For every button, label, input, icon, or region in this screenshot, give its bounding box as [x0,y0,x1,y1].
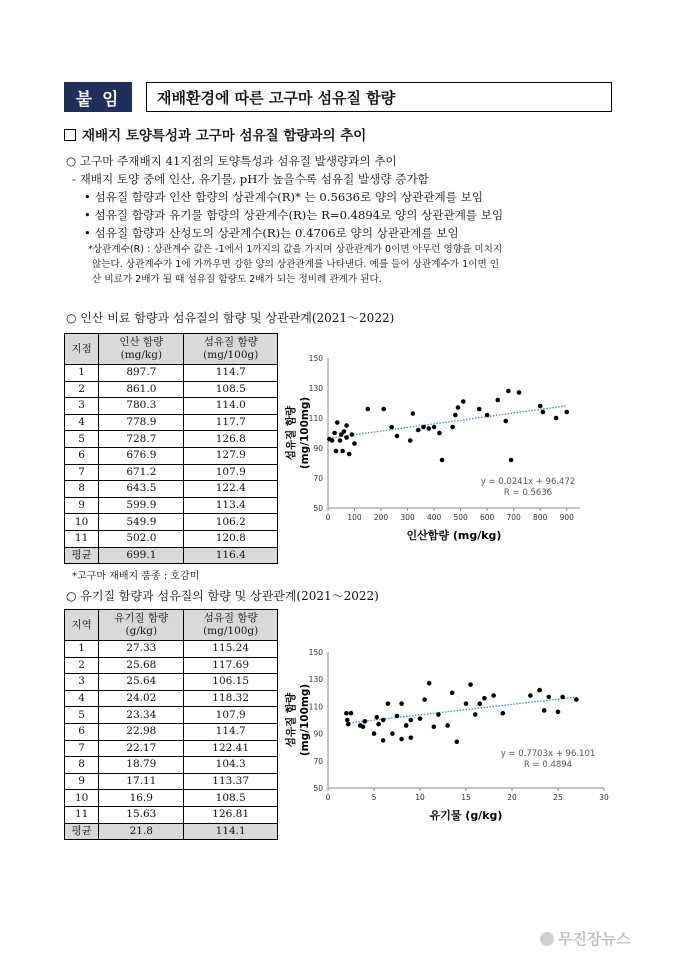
bullet-icon: • [84,208,95,222]
data-point [374,715,379,720]
table-cell: 9 [65,497,99,514]
data-point [332,431,337,436]
table-cell: 15.63 [99,806,184,823]
x-tick-label: 10 [415,793,425,802]
trend-line [346,697,576,723]
table-cell: 18.79 [99,757,184,774]
data-point [509,458,514,463]
table-cell: 122.4 [184,481,278,498]
intro-line-2: - 재배지 토양 중에 인산, 유기물, pH가 높을수록 섬유질 발생량 증가함 [72,172,429,186]
data-point [389,425,394,430]
table-cell: 107.9 [184,707,278,724]
table-cell: 107.9 [184,464,278,481]
data-point [517,390,522,395]
table-cell: 평균 [65,823,99,840]
table-cell: 116.4 [184,547,278,564]
table-cell: 21.8 [99,823,184,840]
table-row [65,431,278,448]
table-cell: 643.5 [99,481,184,498]
table-cell: 861.0 [99,381,184,398]
y-tick-label: 90 [313,729,323,739]
table-cell: 1 [65,641,99,658]
data-point [564,410,569,415]
table-cell: 127.9 [184,447,278,464]
data-point [349,711,354,716]
table-row [65,707,278,724]
data-point [408,438,413,443]
data-point [503,419,508,424]
table-cell: 108.5 [184,790,278,807]
data-point [506,389,511,394]
table-cell: 676.9 [99,447,184,464]
x-axis-label: 유기물 (g/kg) [429,809,503,822]
data-point [411,411,416,416]
phosphate-scatter-chart [282,346,592,556]
table-row [65,381,278,398]
x-tick-label: 20 [507,793,517,802]
data-point [338,438,343,443]
data-point [440,458,445,463]
table-cell: 114.7 [184,723,278,740]
table-cell: 549.9 [99,514,184,531]
table-cell: 780.3 [99,398,184,415]
correlation-label: R = 0.4894 [523,760,573,770]
data-point [344,711,349,716]
data-point [427,681,432,686]
data-point [335,420,340,425]
table-cell: 502.0 [99,530,184,547]
data-point [347,452,352,457]
data-point [390,731,395,736]
data-point [461,399,466,404]
table-cell: 126.81 [184,806,278,823]
data-point [432,725,437,730]
y-tick-label: 50 [313,504,323,513]
table-cell: 114.7 [184,365,278,382]
phosphate-table [64,333,278,564]
data-point [381,407,386,412]
table-cell: 27.33 [99,641,184,658]
data-point [538,404,543,409]
table-row [65,740,278,757]
data-point [453,413,458,418]
x-tick-label: 30 [599,793,609,802]
y-tick-label: 130 [308,675,323,685]
y-tick-label: 150 [308,648,323,657]
table-cell: 115.24 [184,641,278,658]
bullet-1 [84,189,483,205]
table-row [65,497,278,514]
table-cell: 6 [65,447,99,464]
data-point [344,423,349,428]
x-tick-label: 900 [559,513,574,522]
table-cell: 16.9 [99,790,184,807]
table-cell: 120.8 [184,530,278,547]
average-row [65,547,278,564]
section-title [64,124,366,144]
data-point [422,697,427,702]
table-header: 지역 [65,610,99,641]
note-line-3: 산 비료가 2배가 될 때 섬유질 함량도 2배가 되는 정비례 관계가 된다. [92,274,382,285]
watermark [540,928,630,949]
data-point [395,714,400,719]
trendline-equation: y = 0.7703x + 96.101 [500,749,596,759]
bullet-2 [84,207,503,223]
intro-line-1: ○ 고구마 주재배지 41지점의 토양특성과 섬유질 발생량과의 추이 [66,154,397,168]
watermark-logo-icon [540,932,554,946]
note-line-1: *상관계수(R) : 상관계수 값은 -1에서 1까지의 값을 가지며 상관관계가 0이면 아무런 영향을 미치지 [88,244,503,255]
data-point [361,725,366,730]
data-point [542,708,547,713]
x-tick-label: 0 [325,793,331,802]
data-point [345,718,350,723]
table-cell: 8 [65,481,99,498]
table-row [65,530,278,547]
table-row [65,398,278,415]
organic-matter-scatter-chart [282,640,612,830]
data-point [541,410,546,415]
data-point [482,696,487,701]
data-point [473,712,478,717]
bullet-1-text: 섬유질 함량과 인산 함량의 상관계수(R)* 는 0.5636로 양의 상관관계를 보임 [94,190,484,204]
section-title-text: 재배지 토양특성과 고구마 섬유질 함량과의 추이 [82,128,367,144]
y-tick-label: 70 [313,756,323,766]
data-point [409,718,414,723]
data-point [468,682,473,687]
data-point [416,428,421,433]
data-point [491,693,496,698]
x-tick-label: 25 [553,793,563,802]
data-point [495,398,500,403]
table-cell: 728.7 [99,431,184,448]
table-cell: 106.15 [184,674,278,691]
table-cell: 25.64 [99,674,184,691]
table-cell: 17.11 [99,773,184,790]
data-point [554,416,559,421]
data-point [363,719,368,724]
table-cell: 5 [65,431,99,448]
table-row [65,723,278,740]
y-axis-label: 섬유질 함량 [285,405,297,461]
table-cell: 25.68 [99,657,184,674]
appendix-badge: 붙 임 [64,82,132,112]
y-axis-label: (mg/100mg) [299,683,311,757]
table-cell: 평균 [65,547,99,564]
bullet-2-text: 섬유질 함량과 유기물 함량의 상관계수(R)는 R=0.4894로 양의 상관관계를 보임 [94,208,504,222]
data-point [477,407,482,412]
table-cell: 2 [65,381,99,398]
data-point [450,691,455,696]
table-header: 지점 [65,334,99,365]
data-point [432,425,437,430]
data-point [456,405,461,410]
trendline-equation: y = 0.0241x + 96.472 [480,477,576,487]
table-header: 유기질 함량 (g/kg) [99,610,184,641]
table-cell: 5 [65,707,99,724]
bullet-icon: • [84,190,95,204]
table-row [65,641,278,658]
data-point [342,429,347,434]
table-row [65,773,278,790]
x-tick-label: 5 [371,793,377,802]
data-point [330,438,335,443]
y-tick-label: 110 [308,414,323,423]
trend-line [329,406,566,438]
table-header: 섬유질 함량 (mg/100g) [184,334,278,365]
table-cell: 4 [65,414,99,431]
data-point [381,718,386,723]
table-row [65,790,278,807]
y-tick-label: 50 [313,784,323,793]
data-point [399,737,404,742]
y-tick-label: 110 [308,702,323,712]
table-cell: 778.9 [99,414,184,431]
x-tick-label: 400 [426,513,442,522]
x-tick-label: 600 [479,513,495,522]
table-row [65,414,278,431]
x-tick-label: 800 [533,513,548,522]
table-cell: 3 [65,398,99,415]
table-header: 인산 함량 (mg/kg) [99,334,184,365]
table-cell: 117.7 [184,414,278,431]
watermark-text: 무진장뉴스 [558,930,631,948]
data-point [376,722,381,727]
block2-title: ○ 유기질 함량과 섬유질의 함량 및 상관관계(2021～2022) [66,589,379,603]
table-cell: 118.32 [184,690,278,707]
table-cell: 897.7 [99,365,184,382]
table-row [65,690,278,707]
data-point [445,723,450,728]
data-point [381,738,386,743]
data-point [350,432,355,437]
data-point [547,695,552,700]
x-tick-label: 700 [506,513,521,522]
table-row [65,806,278,823]
x-tick-label: 500 [453,513,468,522]
data-point [574,697,579,702]
y-tick-label: 150 [308,354,323,363]
data-point [346,722,351,727]
page-title: 재배환경에 따른 고구마 섬유질 함량 [146,82,612,112]
data-point [372,731,377,736]
data-point [427,426,432,431]
table-cell: 113.4 [184,497,278,514]
data-point [501,711,506,716]
data-point [537,688,542,693]
table-cell: 8 [65,757,99,774]
data-point [365,407,370,412]
data-point [437,431,442,436]
data-point [421,425,426,430]
table-header: 섬유질 함량 (mg/100g) [184,610,278,641]
table-cell: 10 [65,790,99,807]
table-cell: 2 [65,657,99,674]
data-point [560,695,565,700]
data-point [409,735,414,740]
data-point [418,716,423,721]
bullet-3-text: 섬유질 함량과 산성도의 상관계수(R)는 0.4706로 양의 상관관계를 보임 [94,226,459,240]
block1-title: ○ 인산 비료 함량과 섬유질의 함량 및 상관관계(2021～2022) [66,311,395,325]
table-cell: 24.02 [99,690,184,707]
table-cell: 104.3 [184,757,278,774]
y-axis-label: (mg/100mg) [299,396,311,470]
table-cell: 699.1 [99,547,184,564]
table-row [65,365,278,382]
table-cell: 106.2 [184,514,278,531]
data-point [556,710,561,715]
data-point [478,701,483,706]
average-row [65,823,278,840]
data-point [395,434,400,439]
organic-matter-table [64,609,278,840]
table-row [65,464,278,481]
data-point [485,413,490,418]
table-row [65,757,278,774]
data-point [352,441,357,446]
data-point [334,449,339,454]
table-cell: 122.41 [184,740,278,757]
table-row [65,674,278,691]
variety-footnote: *고구마 재배지 품종 : 호감미 [72,571,200,582]
bullet-3 [84,225,459,241]
table-cell: 599.9 [99,497,184,514]
table-cell: 7 [65,464,99,481]
table-row [65,447,278,464]
table-cell: 6 [65,723,99,740]
y-tick-label: 130 [308,384,323,393]
x-tick-label: 300 [400,513,415,522]
data-point [436,712,441,717]
table-cell: 23.34 [99,707,184,724]
table-cell: 126.8 [184,431,278,448]
data-point [340,449,345,454]
data-point [404,723,409,728]
bullet-icon: • [84,226,95,240]
note-line-2: 않는다. 상관계수가 1에 가까우면 강한 양의 상관관계를 나타낸다. 예를 들어 상관계수가 1이면 인 [92,259,500,270]
data-point [344,435,349,440]
y-axis-label: 섬유질 함량 [285,692,297,748]
table-cell: 113.37 [184,773,278,790]
table-cell: 3 [65,674,99,691]
x-tick-label: 15 [461,793,471,802]
table-cell: 22.98 [99,723,184,740]
data-point [399,701,404,706]
correlation-label: R = 0.5636 [503,488,553,498]
data-point [450,425,455,430]
table-row [65,481,278,498]
table-cell: 9 [65,773,99,790]
x-tick-label: 200 [373,513,389,522]
x-axis-label: 인산함량 (mg/kg) [406,529,502,542]
x-tick-label: 0 [325,513,331,522]
checkbox-square-icon [64,129,76,141]
table-cell: 7 [65,740,99,757]
table-row [65,514,278,531]
data-point [528,693,533,698]
table-cell: 4 [65,690,99,707]
data-point [464,701,469,706]
table-cell: 10 [65,514,99,531]
data-point [455,739,460,744]
table-cell: 11 [65,530,99,547]
table-row [65,657,278,674]
table-cell: 11 [65,806,99,823]
table-cell: 671.2 [99,464,184,481]
table-cell: 108.5 [184,381,278,398]
table-cell: 114.0 [184,398,278,415]
data-point [386,701,391,706]
table-cell: 114.1 [184,823,278,840]
x-tick-label: 100 [347,513,362,522]
table-cell: 1 [65,365,99,382]
y-tick-label: 70 [313,474,323,483]
table-cell: 22.17 [99,740,184,757]
table-cell: 117.69 [184,657,278,674]
y-tick-label: 90 [313,444,323,453]
